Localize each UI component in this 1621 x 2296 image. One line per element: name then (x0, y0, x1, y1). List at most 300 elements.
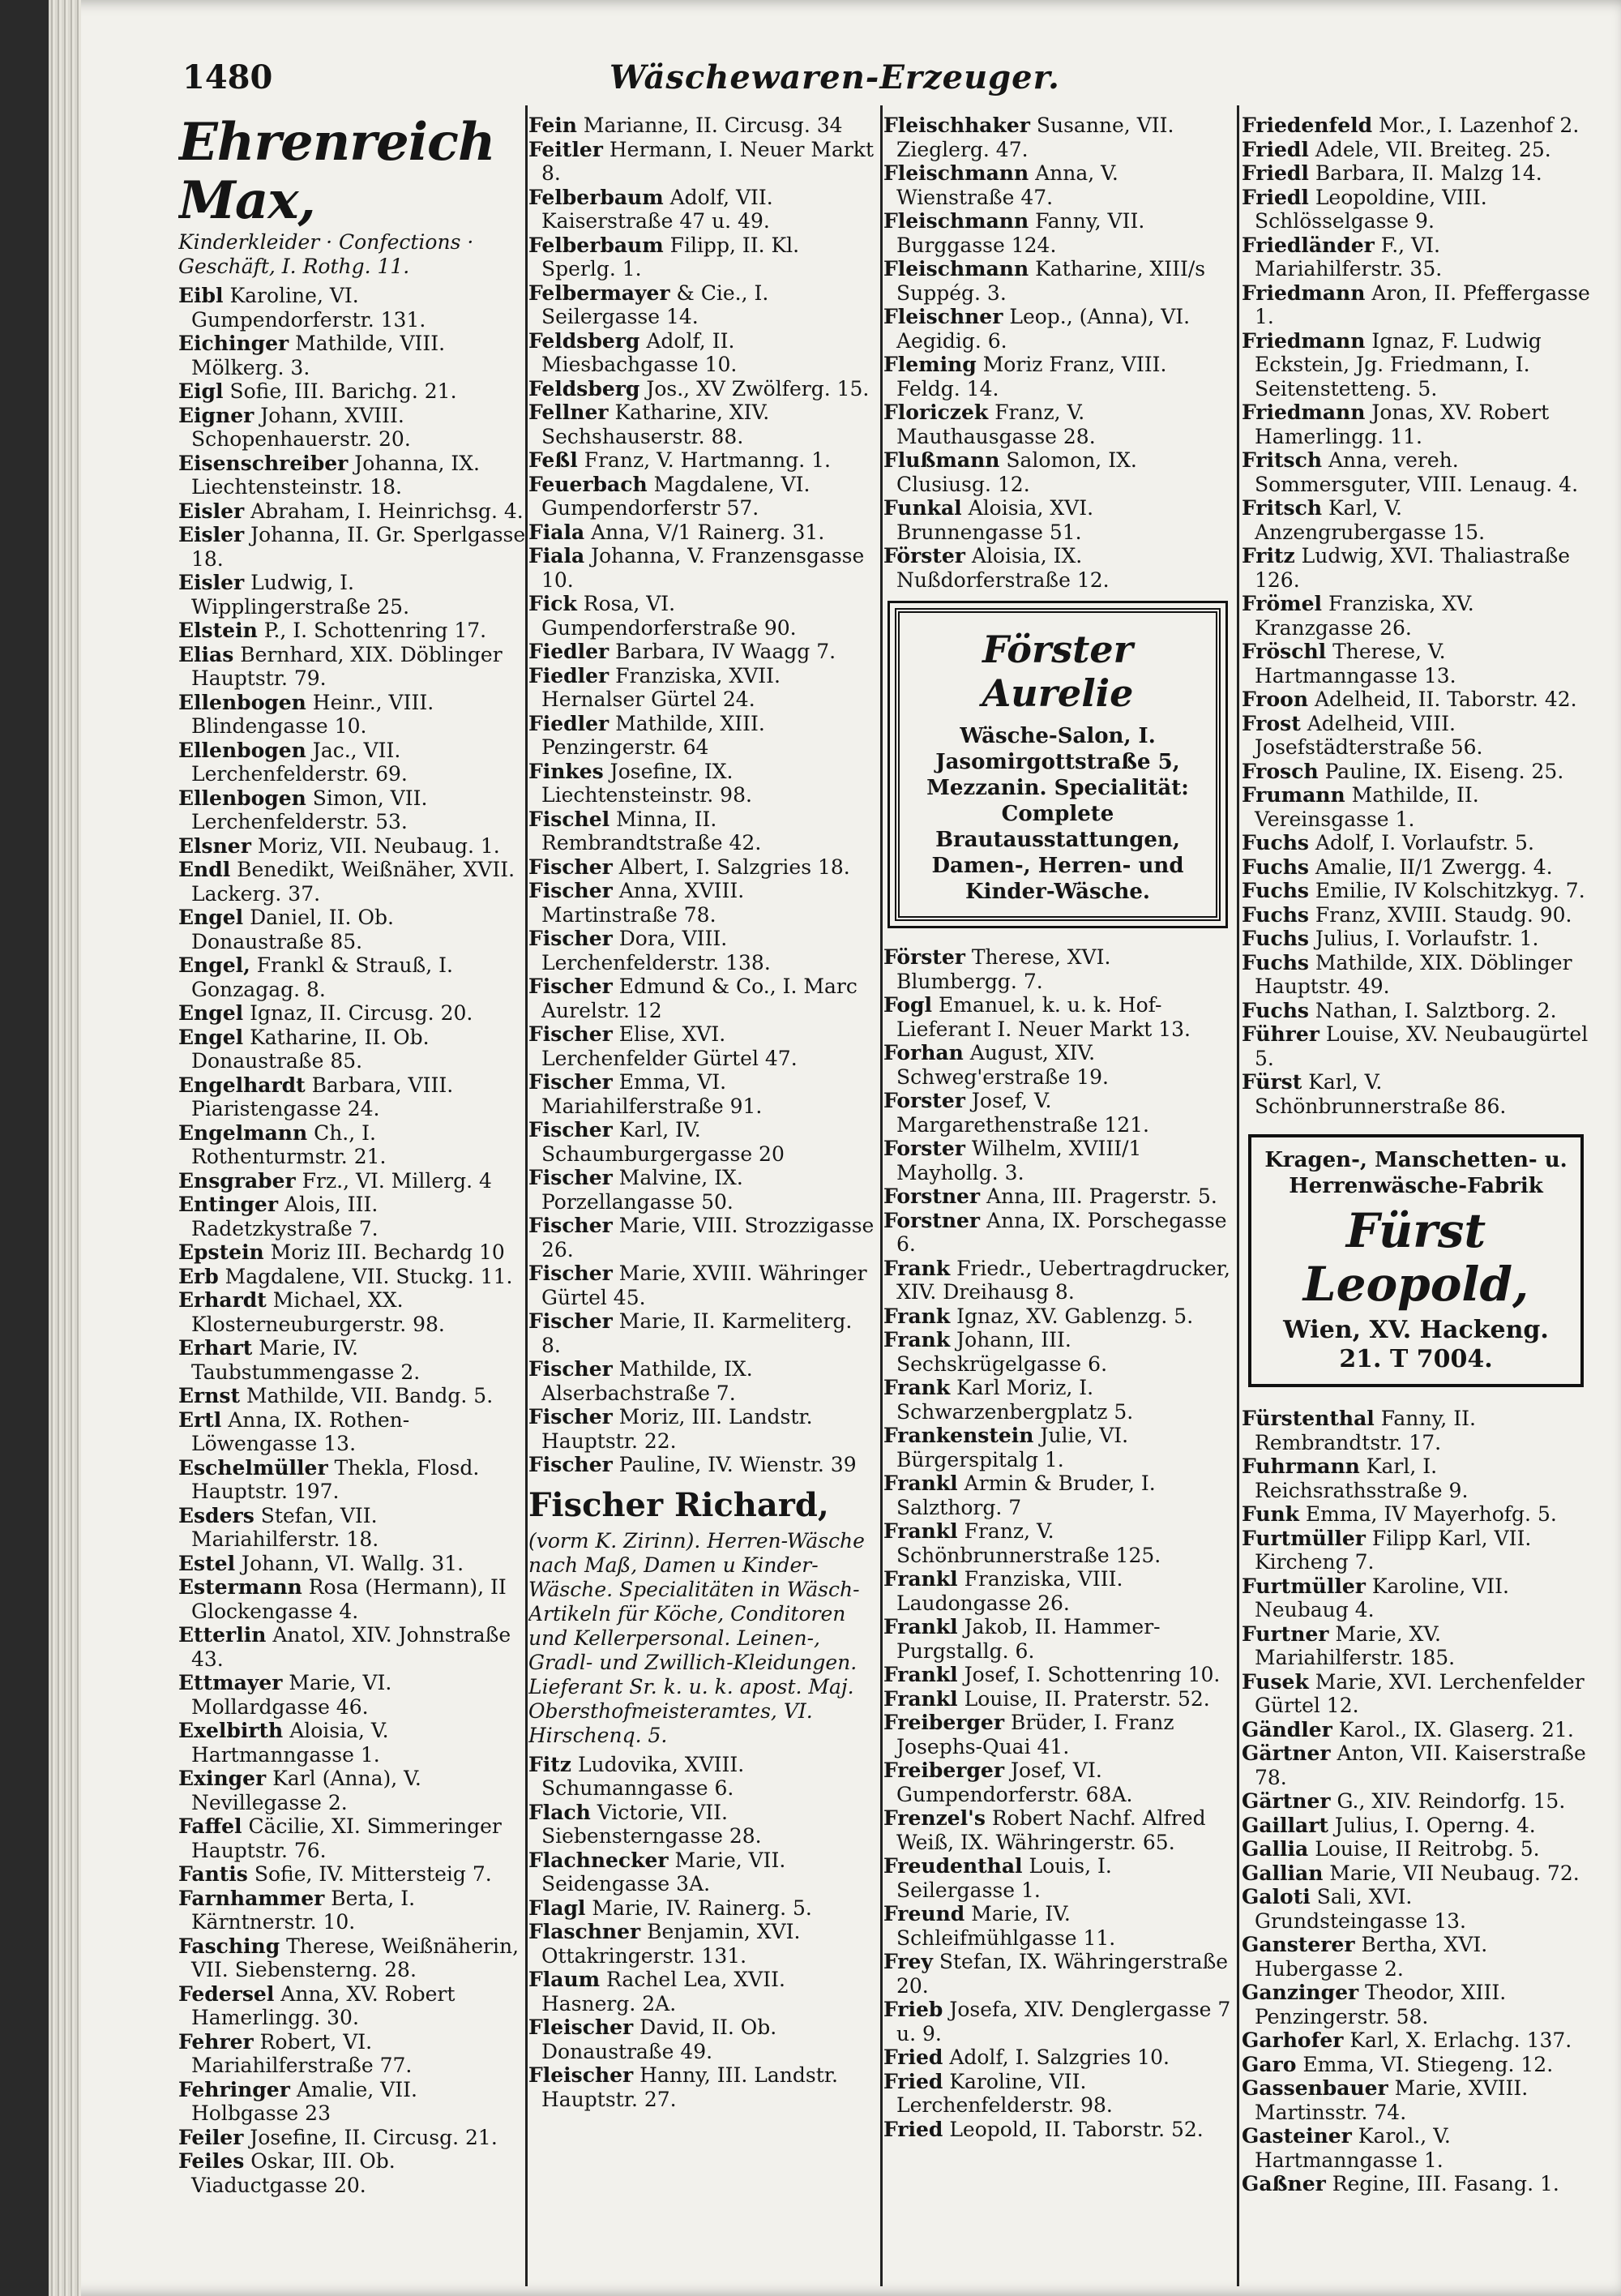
directory-entry (178, 1336, 527, 1384)
directory-entry (1242, 927, 1590, 951)
entry-name: Fantis (178, 1862, 248, 1886)
directory-entry (883, 2045, 1232, 2070)
entry-details: Karoline, VII. Neubaug 4. (1255, 1574, 1509, 1621)
directory-entry (1242, 233, 1590, 281)
entry-name: Fleischmann (883, 209, 1029, 233)
entry-details: Karol., IX. Glaserg. 21. (1332, 1717, 1574, 1741)
entry-details: Johann, VI. Wallg. 31. (235, 1551, 464, 1575)
entry-details: Susanne, VII. Zieglerg. 47. (896, 114, 1174, 161)
entry-details: Karl, X. Erlachg. 137. (1343, 2028, 1572, 2052)
entry-name: Fuchs (1242, 831, 1309, 855)
entry-name: Fiedler (528, 663, 609, 688)
entry-details: David, II. Ob. Donaustraße 49. (541, 2015, 777, 2063)
directory-entry (1242, 544, 1590, 592)
entry-name: Fried (883, 2045, 943, 2069)
entry-name: Garhofer (1242, 2028, 1344, 2052)
featured-listing-text: Kinderkleider · Confections · Geschäft, I. Rothg. 11. (178, 230, 474, 278)
directory-entry (528, 879, 877, 927)
directory-entry (1242, 114, 1590, 138)
entry-details: Ch., I. Rothenturmstr. 21. (191, 1120, 387, 1168)
entry-name: Friedl (1242, 185, 1309, 209)
entry-name: Gasteiner (1242, 2124, 1352, 2148)
entry-name: Freiberger (883, 1758, 1004, 1782)
entry-name: Freudenthal (883, 1854, 1023, 1878)
entry-details: Armin & Bruder, I. Salzthorg. 7 (896, 1471, 1156, 1519)
entry-details: Karl, V. Anzengrubergasse 15. (1255, 496, 1486, 544)
entry-name: Flagl (528, 1895, 586, 1920)
directory-entry (528, 1118, 877, 1166)
entry-details: Robert, VI. Mariahilferstraße 77. (191, 2029, 413, 2077)
entry-details: Stefan, VII. Mariahilferstr. 18. (191, 1503, 379, 1551)
entry-name: Fischer (528, 855, 613, 879)
entry-details: Adolf, II. Miesbachgasse 10. (541, 328, 738, 376)
directory-entry (178, 1121, 527, 1169)
directory-entry (178, 1862, 527, 1887)
entry-details: Marie, VI. Mollardgasse 46. (191, 1671, 392, 1719)
entry-name: Flachnecker (528, 1848, 669, 1872)
directory-entry (883, 945, 1232, 993)
entry-name: Ensgraber (178, 1168, 296, 1193)
directory-entry (1242, 1933, 1590, 1981)
entry-details: Karoline, VI. Gumpendorferstr. 131. (191, 284, 426, 332)
directory-entry (528, 2063, 877, 2111)
featured-listing-name: Ehrenreich Max, (178, 114, 495, 231)
entry-details: Therese, V. Hartmanngasse 13. (1255, 640, 1456, 688)
entry-name: Fritsch (1242, 496, 1322, 520)
directory-entry (528, 138, 877, 186)
directory-entry (528, 377, 877, 401)
entry-name: Friedl (1242, 137, 1309, 161)
entry-name: Flußmann (883, 448, 1000, 472)
entry-name: Fiedler (528, 711, 609, 735)
directory-entry (178, 691, 527, 739)
directory-entry (883, 1137, 1232, 1184)
featured-listing-text: (vorm K. Zirinn). Herren-Wäsche nach Maß, Damen u Kinder-Wäsche. Specialitäten in Wäsch-Artikeln für Köche, Conditoren und Kellerpersonal. Leinen-, Gradl- und Zwillich-Kleidungen. Lieferant Sr. k. u. k. apost. Maj. Obersthofmeisteramtes, VI. Hirschenq. 5. (528, 1528, 865, 1747)
entry-details: Marie, IV. Schleifmühlgasse 11. (896, 1902, 1116, 1950)
entry-name: Finkes (528, 759, 604, 783)
directory-entry (1242, 640, 1590, 688)
entry-name: Frankl (883, 1663, 958, 1686)
directory-entry (883, 1089, 1232, 1137)
entry-details: G., XIV. Reindorfg. 15. (1330, 1789, 1566, 1813)
directory-entry (1242, 688, 1590, 712)
entry-name: Elias (178, 642, 234, 666)
directory-entry (1242, 1407, 1590, 1454)
directory-entry (528, 640, 877, 664)
entry-details: Mathilde, VIII. Mölkerg. 3. (191, 332, 446, 379)
directory-entry (883, 496, 1232, 544)
directory-entry (178, 1001, 527, 1026)
directory-entry (883, 544, 1232, 592)
entry-name: Frömel (1242, 592, 1323, 615)
directory-entry (528, 1968, 877, 2015)
entry-details: & Cie., I. Seilergasse 14. (541, 281, 769, 328)
entry-name: Fleischmann (883, 257, 1029, 281)
entry-details: Leopold, II. Taborstr. 52. (943, 2117, 1204, 2141)
entry-details: Therese, XVI. Blumbergg. 7. (896, 945, 1111, 993)
entry-details: Barbara, VIII. Piaristengasse 24. (191, 1073, 454, 1120)
entry-name: Froon (1242, 688, 1309, 711)
entry-details: Josefine, II. Circusg. 21. (243, 2125, 498, 2149)
directory-entry (178, 379, 527, 404)
entry-name: Endl (178, 858, 231, 881)
directory-entry (883, 209, 1232, 257)
entry-name: Engel (178, 1025, 244, 1049)
entry-name: Fuchs (1242, 950, 1309, 975)
entry-details: Barbara, IV Waagg 7. (609, 640, 836, 663)
entry-name: Fischer (528, 1070, 613, 1094)
directory-entry (883, 1567, 1232, 1615)
entry-details: Marie, II. Karmeliterg. 8. (541, 1309, 853, 1357)
directory-entry (528, 448, 877, 473)
directory-entry (528, 1453, 877, 1477)
entry-name: Frankl (883, 1471, 958, 1495)
directory-entry (178, 284, 527, 332)
directory-entry (178, 834, 527, 859)
entry-name: Gaillart (1242, 1813, 1328, 1837)
entry-details: Aloisia, XVI. Brunnengasse 51. (896, 496, 1094, 544)
entry-details: Marie, XVIII. Währinger Gürtel 45. (541, 1262, 867, 1309)
directory-entry (178, 1887, 527, 1934)
entry-details: Pauline, IV. Wienstr. 39 (612, 1453, 857, 1476)
entry-name: Engelmann (178, 1120, 308, 1145)
entry-details: Abraham, I. Heinrichsg. 4. (244, 499, 524, 523)
entry-details: Katharine, XIV. Sechshauserstr. 88. (541, 401, 770, 448)
entry-details: Karl, IV. Schaumburgergasse 20 (541, 1118, 785, 1166)
entry-name: Eisler (178, 499, 245, 523)
directory-entry (528, 1896, 877, 1921)
listing-group (883, 114, 1232, 592)
entry-details: Daniel, II. Ob. Donaustraße 85. (191, 906, 394, 953)
directory-entry (178, 2030, 527, 2078)
entry-name: Frumann (1242, 783, 1345, 807)
entry-name: Friedmann (1242, 328, 1366, 353)
ad-title: Förster Aurelie (982, 628, 1134, 715)
directory-entry (1242, 592, 1590, 640)
entry-details: Katharine, XIII/s Suppég. 3. (896, 257, 1206, 305)
entry-details: Mathilde, XIII. Penzingerstr. 64 (541, 711, 765, 759)
entry-details: Ludwig, XVI. Thaliastraße 126. (1255, 544, 1571, 592)
directory-entry (1242, 329, 1590, 401)
entry-name: Fischer (528, 1405, 613, 1429)
directory-entry (1242, 1574, 1590, 1622)
entry-name: Fischer (528, 1357, 613, 1381)
directory-entry (178, 1719, 527, 1767)
directory-entry (883, 2118, 1232, 2142)
directory-entry (528, 1405, 877, 1453)
directory-entry (178, 1288, 527, 1336)
entry-name: Gallian (1242, 1861, 1324, 1885)
directory-entry (528, 1848, 877, 1896)
entry-details: Adolf, I. Vorlaufstr. 5. (1308, 831, 1534, 855)
directory-entry (178, 1265, 527, 1289)
entry-details: Adelheid, II. Taborstr. 42. (1308, 688, 1577, 711)
entry-name: Friedländer (1242, 233, 1375, 257)
entry-name: Flaschner (528, 1920, 641, 1943)
directory-entry (528, 1920, 877, 1968)
entry-name: Frankenstein (883, 1424, 1034, 1447)
entry-details: Johann, III. Sechskrügelgasse 6. (896, 1328, 1108, 1376)
entry-name: Fellner (528, 401, 609, 424)
entry-name: Eigner (178, 403, 254, 427)
entry-details: Josef, VI. Gumpendorferstr. 68A. (896, 1758, 1133, 1806)
entry-name: Fick (528, 592, 577, 615)
entry-name: Frank (883, 1304, 951, 1328)
directory-entry (178, 2149, 527, 2197)
entry-details: Moriz Franz, VIII. Feldg. 14. (896, 353, 1167, 401)
directory-entry (528, 281, 877, 329)
entry-name: Friedl (1242, 161, 1309, 185)
entry-name: Forster (883, 1089, 965, 1112)
entry-name: Feitler (528, 137, 603, 161)
directory-entry (528, 1166, 877, 1214)
directory-entry (883, 1376, 1232, 1424)
entry-details: Alois, III. Radetzkystraße 7. (191, 1193, 379, 1240)
entry-name: Estel (178, 1551, 236, 1575)
entry-details: Oskar, III. Ob. Viaductgasse 20. (191, 2149, 396, 2197)
directory-entry (883, 114, 1232, 161)
directory-entry (528, 1309, 877, 1357)
entry-details: Marie, XV. Mariahilferstr. 185. (1255, 1621, 1456, 1669)
entry-name: Ellenbogen (178, 738, 306, 762)
directory-entry (528, 544, 877, 592)
entry-name: Funkal (883, 496, 962, 520)
entry-name: Förster (883, 945, 965, 969)
entry-name: Friedenfeld (1242, 114, 1373, 137)
listing-group (528, 1753, 877, 2112)
column-divider (1237, 105, 1239, 2286)
column-1 (178, 114, 527, 2286)
entry-details: Anna, III. Pragerstr. 5. (980, 1184, 1217, 1208)
entry-details: Anna, XVIII. Martinstraße 78. (541, 879, 745, 927)
entry-details: Marie, VIII. Strozzigasse 26. (541, 1214, 875, 1262)
entry-details: Marianne, II. Circusg. 34 (576, 114, 843, 137)
directory-entry (528, 1214, 877, 1262)
entry-details: Emma, IV Mayerhofg. 5. (1298, 1502, 1557, 1526)
entry-details: Theodor, XIII. Penzingerstr. 58. (1255, 1981, 1507, 2028)
entry-name: Fischer (528, 975, 613, 998)
directory-entry (528, 927, 877, 975)
directory-entry (178, 1193, 527, 1240)
entry-details: Karl Moriz, I. Schwarzenbergplatz 5. (896, 1376, 1134, 1424)
entry-name: Elstein (178, 619, 258, 642)
directory-entry (178, 404, 527, 452)
entry-details: Jos., XV Zwölferg. 15. (639, 376, 870, 401)
entry-name: Fischer (528, 927, 613, 950)
directory-entry (178, 2126, 527, 2150)
directory-entry (1242, 1502, 1590, 1527)
entry-details: Karl, V. Schönbrunnerstraße 86. (1255, 1070, 1507, 1118)
directory-entry (178, 619, 527, 643)
ad-title: Fürst Leopold, (1302, 1203, 1529, 1312)
entry-details: Magdalene, VII. Stuckg. 11. (218, 1264, 513, 1288)
entry-name: Fleischner (883, 305, 1003, 328)
directory-entry (1242, 2053, 1590, 2077)
directory-entry (528, 855, 877, 880)
directory-entry (1242, 1022, 1590, 1070)
directory-entry (883, 1711, 1232, 1758)
entry-details: Benedikt, Weißnäher, XVII. Lackerg. 37. (191, 858, 515, 906)
directory-entry (178, 739, 527, 786)
entry-details: F., VI. Mariahilferstr. 35. (1255, 233, 1443, 281)
entry-details: Mathilde, VII. Bandg. 5. (240, 1384, 494, 1407)
entry-name: Farnhammer (178, 1886, 325, 1910)
entry-details: Malvine, IX. Porzellangasse 50. (541, 1166, 743, 1214)
entry-name: Fiala (528, 520, 585, 544)
entry-name: Forster (883, 1137, 965, 1160)
page-number: 1480 (182, 58, 273, 96)
entry-name: Führer (1242, 1022, 1319, 1046)
directory-entry (883, 1257, 1232, 1304)
entry-name: Faffel (178, 1814, 242, 1838)
directory-entry (1242, 1837, 1590, 1861)
entry-name: Frankl (883, 1519, 958, 1543)
entry-details: Anna, V/1 Rainerg. 31. (584, 520, 825, 544)
entry-details: Michael, XX. Klosterneuburgerstr. 98. (191, 1288, 445, 1336)
entry-details: Ludwig, I. Wipplingerstraße 25. (191, 571, 410, 619)
directory-entry (883, 1041, 1232, 1089)
directory-entry (178, 643, 527, 691)
directory-entry (178, 1240, 527, 1265)
directory-entry (528, 975, 877, 1022)
entry-details: Hanny, III. Landstr. Hauptstr. 27. (541, 2063, 838, 2111)
directory-entry (1242, 1861, 1590, 1886)
entry-name: Frieb (883, 1998, 943, 2021)
featured-listing-name: Fischer Richard, (528, 1485, 829, 1524)
entry-name: Eisenschreiber (178, 451, 349, 475)
entry-details: Robert Nachf. Alfred Weiß, IX. Währingerstr. 65. (896, 1806, 1206, 1854)
entry-details: Ludovika, XVIII. Schumanngasse 6. (541, 1752, 745, 1800)
entry-details: Katharine, II. Ob. Donaustraße 85. (191, 1025, 430, 1073)
entry-name: Ellenbogen (178, 690, 306, 714)
directory-entry (178, 1982, 527, 2030)
entry-name: Fehrer (178, 2029, 254, 2054)
entry-details: Filipp, II. Kl. Sperlg. 1. (541, 233, 800, 281)
column-4 (1242, 114, 1590, 2286)
entry-details: Anatol, XIV. Johnstraße 43. (191, 1623, 511, 1671)
entry-name: Frankl (883, 1567, 958, 1591)
entry-details: Filipp Karl, VII. Kircheng 7. (1255, 1526, 1532, 1574)
entry-name: Etterlin (178, 1623, 267, 1647)
entry-name: Engel (178, 1001, 244, 1025)
entry-details: Wilhelm, XVIII/1 Mayhollg. 3. (896, 1137, 1142, 1184)
entry-name: Floriczek (883, 401, 989, 424)
entry-details: Mathilde, IX. Alserbachstraße 7. (541, 1357, 753, 1405)
entry-name: Exelbirth (178, 1719, 284, 1742)
directory-entry (1242, 999, 1590, 1023)
entry-details: Emilie, IV Kolschitzkyg. 7. (1308, 879, 1585, 902)
directory-entry (178, 1169, 527, 1193)
entry-name: Fein (528, 114, 577, 137)
entry-name: Elsner (178, 833, 251, 858)
entry-name: Erhart (178, 1336, 253, 1360)
entry-details: P., I. Schottenring 17. (257, 619, 487, 642)
entry-details: Sali, XVI. Grundsteingasse 13. (1255, 1885, 1466, 1933)
entry-name: Garo (1242, 2052, 1297, 2076)
entry-name: Frosch (1242, 759, 1319, 783)
entry-details: Franziska, XVII. Hernalser Gürtel 24. (541, 663, 781, 711)
entry-details: August, XIV. Schweg'erstraße 19. (896, 1041, 1109, 1089)
entry-name: Engelhardt (178, 1073, 306, 1097)
entry-name: Fischer (528, 1262, 613, 1285)
entry-details: Karl, I. Reichsrathsstraße 9. (1255, 1454, 1469, 1502)
entry-details: Elise, XVI. Lerchenfelder Gürtel 47. (541, 1022, 798, 1070)
entry-name: Frenzel's (883, 1806, 986, 1830)
directory-entry (1242, 138, 1590, 162)
entry-name: Ertl (178, 1407, 222, 1432)
entry-name: Exinger (178, 1767, 267, 1790)
entry-name: Furtner (1242, 1621, 1329, 1646)
entry-details: Jac., VII. Lerchenfelderstr. 69. (191, 738, 408, 786)
directory-entry (528, 1753, 877, 1801)
entry-details: Adele, VII. Breiteg. 25. (1308, 137, 1551, 161)
entry-details: Johann, XVIII. Schopenhauerstr. 20. (191, 403, 411, 451)
directory-entry (883, 1950, 1232, 1998)
entry-details: Edmund & Co., I. Marc Aurelstr. 12 (541, 975, 858, 1022)
entry-name: Gaßner (1242, 2172, 1326, 2195)
directory-entry (1242, 1814, 1590, 1838)
entry-details: Ignaz, II. Circusg. 20. (243, 1001, 473, 1025)
entry-details: Karol., V. Hartmanngasse 1. (1255, 2124, 1451, 2172)
entry-name: Fried (883, 2117, 943, 2141)
entry-details: Mathilde, II. Vereinsgasse 1. (1255, 783, 1479, 831)
entry-name: Eibl (178, 284, 224, 307)
directory-entry (1242, 951, 1590, 999)
directory-entry (1242, 281, 1590, 329)
entry-details: Fanny, II. Rembrandtstr. 17. (1255, 1407, 1476, 1454)
directory-entry (178, 953, 527, 1001)
entry-name: Ettmayer (178, 1671, 283, 1694)
directory-entry (178, 1456, 527, 1504)
entry-details: Leop., (Anna), VI. Aegidig. 6. (896, 305, 1191, 353)
directory-entry (1242, 1670, 1590, 1718)
directory-entry (178, 1504, 527, 1552)
directory-entry (528, 233, 877, 281)
entry-details: Mor., I. Lazenhof 2. (1372, 114, 1580, 137)
directory-entry (178, 1073, 527, 1121)
entry-details: Anna, V. Wienstraße 47. (896, 161, 1118, 209)
entry-details: Anna, XV. Robert Hamerlingg. 30. (191, 1981, 456, 2029)
directory-entry (1242, 760, 1590, 784)
entry-details: Louise, XV. Neubaugürtel 5. (1255, 1022, 1589, 1070)
entry-details: Aloisia, V. Hartmanngasse 1. (191, 1719, 389, 1767)
entry-name: Felberbaum (528, 233, 664, 257)
directory-entry (178, 523, 527, 571)
entry-name: Frankl (883, 1615, 958, 1638)
entry-details: Fanny, VII. Burggasse 124. (896, 209, 1145, 257)
entry-details: Minna, II. Rembrandtstraße 42. (541, 807, 762, 855)
directory-entry (1242, 903, 1590, 927)
directory-entry (883, 1184, 1232, 1209)
entry-name: Frank (883, 1256, 951, 1280)
directory-entry (883, 1806, 1232, 1854)
directory-entry (883, 257, 1232, 305)
entry-details: Marie, VII Neubaug. 72. (1323, 1861, 1580, 1885)
directory-entry (1242, 1885, 1590, 1933)
entry-name: Fischel (528, 807, 610, 831)
entry-details: Franz, XVIII. Staudg. 90. (1308, 902, 1572, 927)
entry-details: Ignaz, F. Ludwig Eckstein, Jg. Friedmann, I. Seitenstetteng. 5. (1255, 328, 1542, 401)
entry-name: Estermann (178, 1575, 302, 1599)
directory-entry (1242, 1454, 1590, 1502)
directory-entry (1242, 186, 1590, 233)
directory-entry (1242, 2124, 1590, 2172)
directory-entry (1242, 1981, 1590, 2028)
entry-details: Pauline, IX. Eiseng. 25. (1318, 759, 1564, 783)
entry-details: Anna, IX. Rothen-Löwengasse 13. (191, 1407, 410, 1455)
directory-entry (1242, 401, 1590, 448)
entry-name: Engel, (178, 953, 250, 977)
